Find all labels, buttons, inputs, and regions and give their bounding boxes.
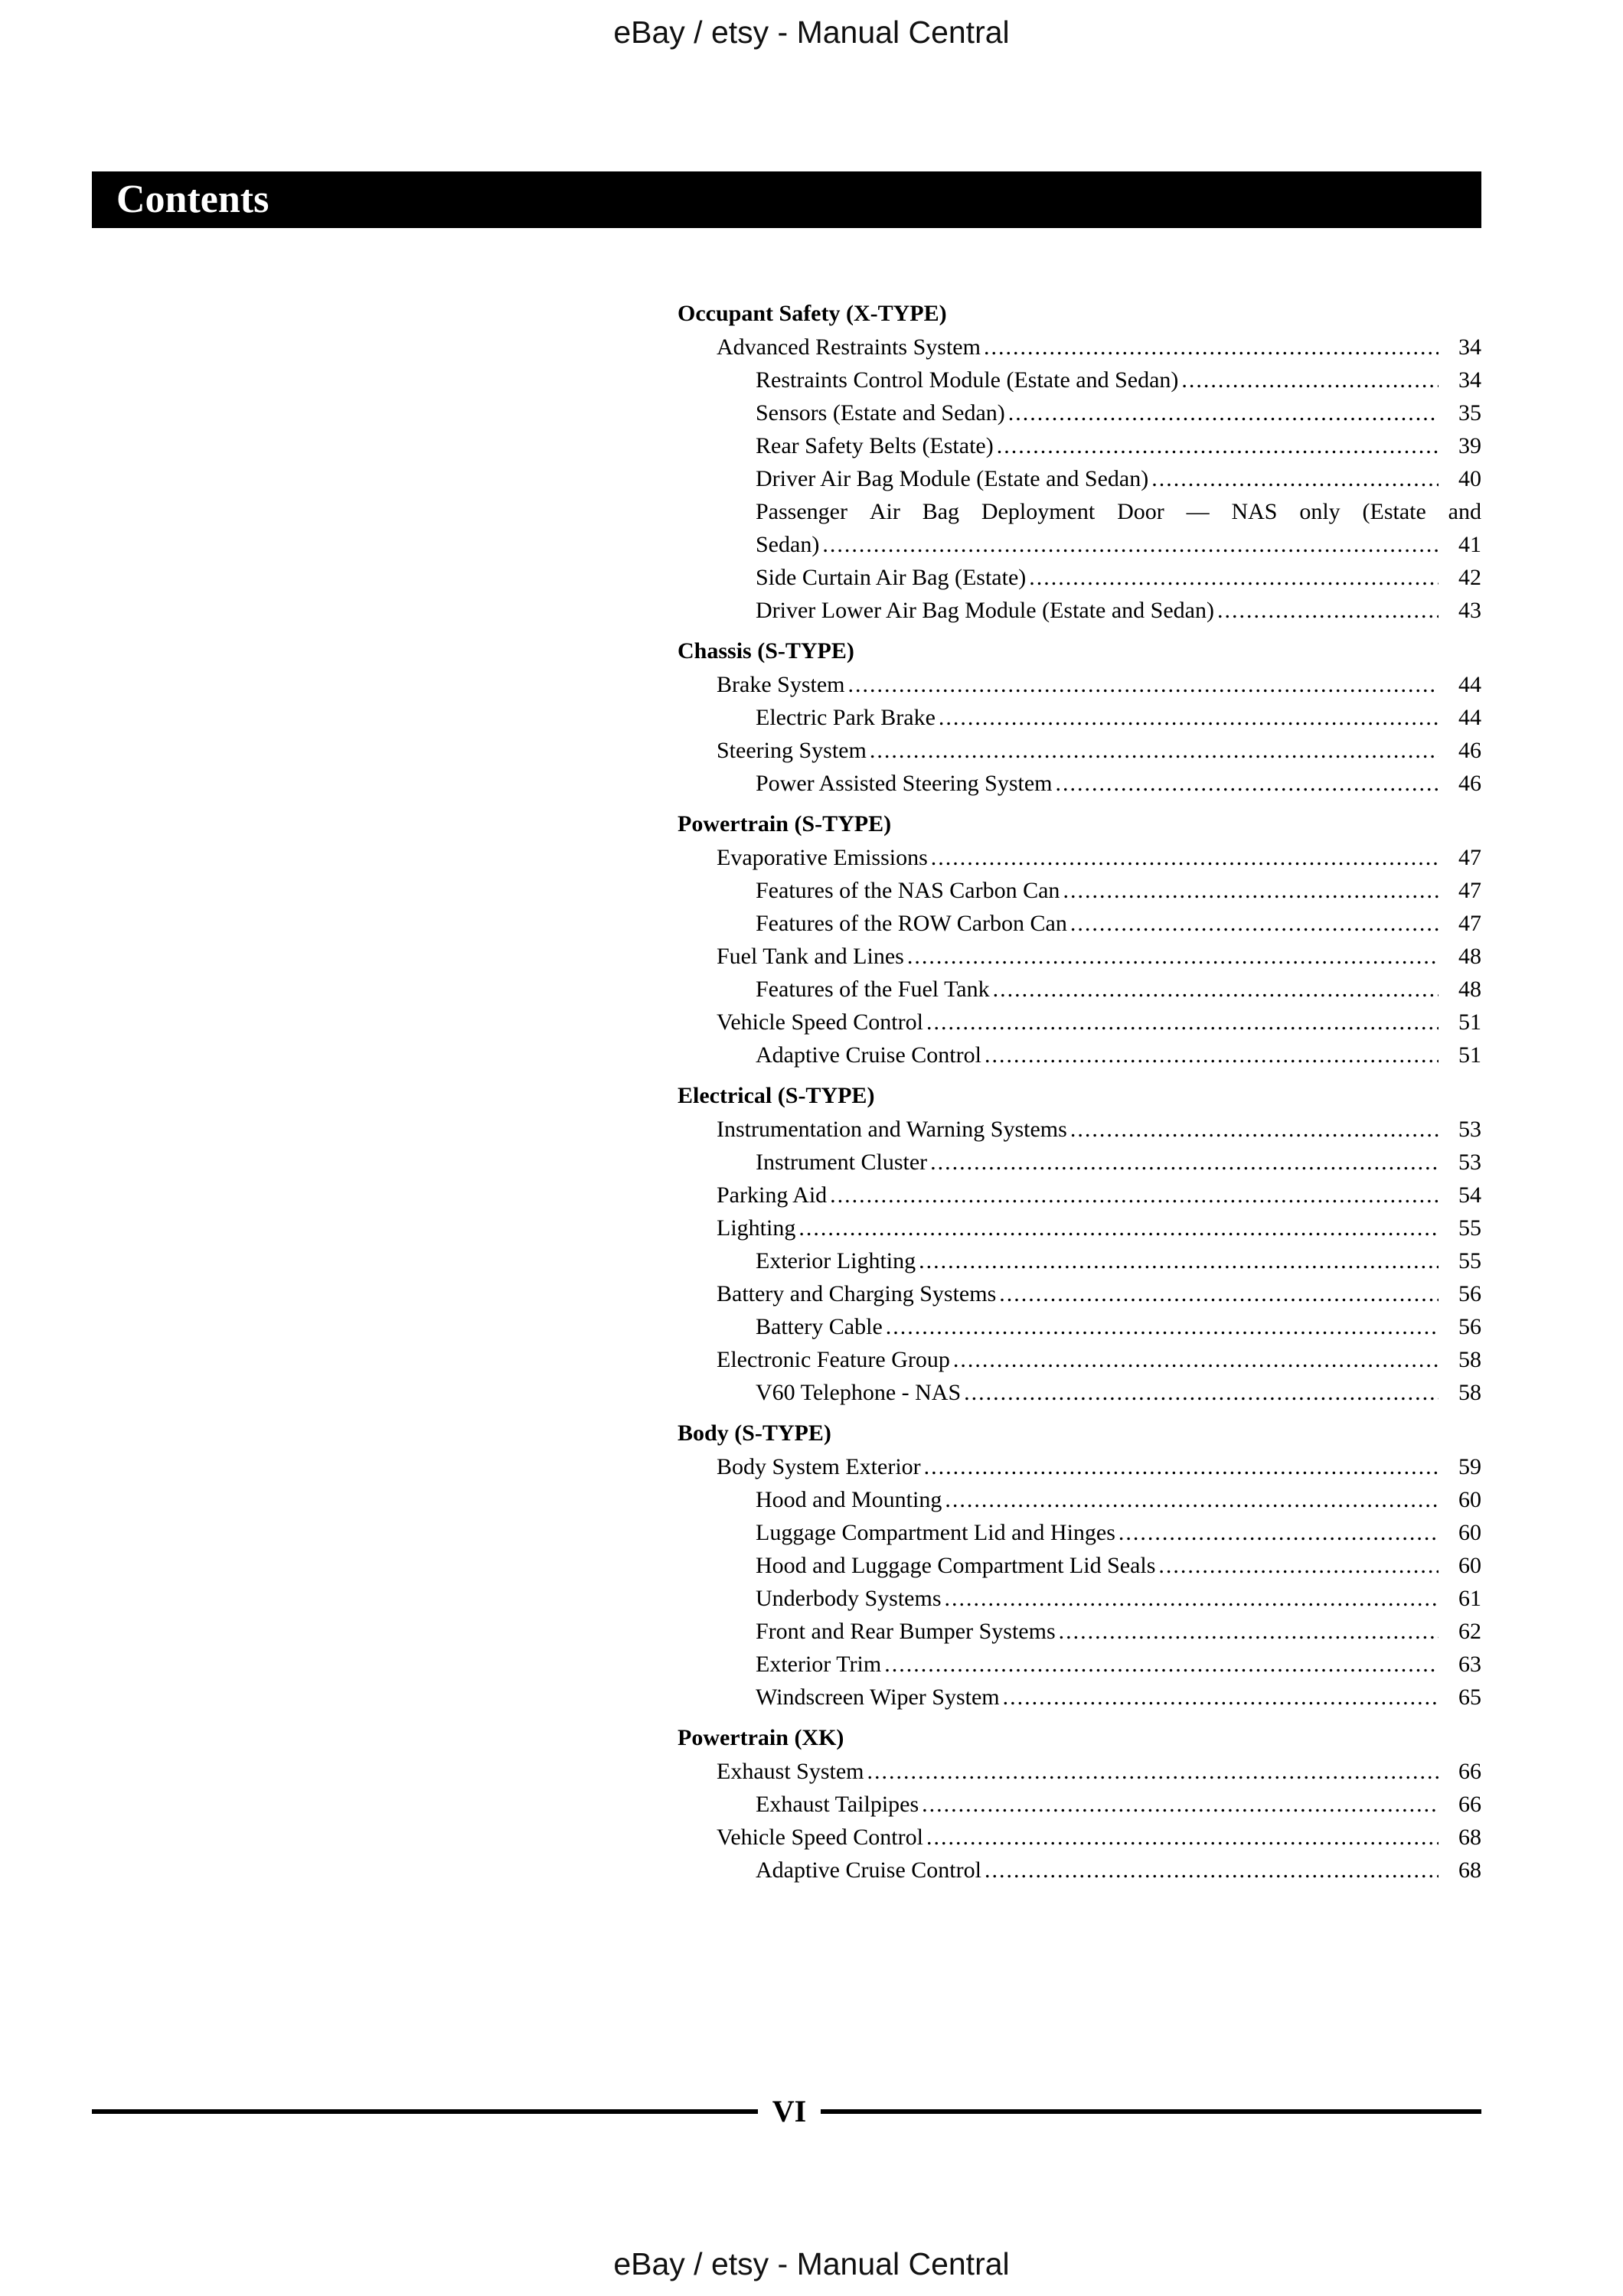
toc-section [678, 807, 1481, 1071]
toc-entry-label: Parking Aid [717, 1182, 828, 1208]
toc-entry[interactable] [678, 1212, 1481, 1244]
toc-entry[interactable] [678, 1516, 1481, 1549]
toc-entry-label: Advanced Restraints System [717, 334, 981, 360]
toc-entry-page: 66 [1458, 1759, 1481, 1784]
toc-entry[interactable] [678, 1854, 1481, 1887]
toc-entry-label: Driver Lower Air Bag Module (Estate and Sedan) [756, 598, 1214, 623]
toc-entry[interactable] [678, 331, 1481, 364]
toc-entry-label: Rear Safety Belts (Estate) [756, 433, 994, 458]
toc-entry-word: and [1448, 499, 1481, 524]
toc-entry[interactable] [678, 1039, 1481, 1071]
dot-leader [964, 1376, 1438, 1409]
toc-entry[interactable] [678, 841, 1481, 874]
toc-entry-page: 51 [1458, 1042, 1481, 1068]
toc-entry-page: 46 [1458, 738, 1481, 763]
toc-entry-page: 68 [1458, 1825, 1481, 1850]
toc-entry-label: Vehicle Speed Control [717, 1825, 923, 1850]
toc-entry-word: Deployment [981, 499, 1096, 524]
dot-leader [886, 1310, 1438, 1343]
toc-entry-label: Luggage Compartment Lid and Hinges [756, 1520, 1115, 1545]
toc-entry-page: 39 [1458, 433, 1481, 458]
toc-entry-word: NAS [1231, 499, 1278, 524]
toc-entry[interactable] [678, 1006, 1481, 1039]
toc-entry[interactable] [678, 495, 1481, 561]
toc-entry[interactable] [678, 1277, 1481, 1310]
section-title: Powertrain (XK) [678, 1725, 844, 1750]
dot-leader [1056, 767, 1439, 800]
toc-entry[interactable] [678, 1821, 1481, 1854]
dot-leader [984, 331, 1438, 364]
toc-entry-word: Passenger [756, 499, 847, 524]
toc-entry-label: Underbody Systems [756, 1586, 942, 1611]
dot-leader [993, 973, 1438, 1006]
dot-leader [985, 1039, 1438, 1071]
toc-entry[interactable] [678, 429, 1481, 462]
toc-entry-page: 66 [1458, 1792, 1481, 1817]
toc-entry-page: 59 [1458, 1454, 1481, 1479]
dot-leader [1003, 1681, 1438, 1714]
toc-entry-page: 60 [1458, 1553, 1481, 1578]
toc-entry-label: Exterior Lighting [756, 1248, 916, 1274]
toc-entry-label: Exhaust Tailpipes [756, 1792, 919, 1817]
toc-entry-page: 51 [1458, 1009, 1481, 1035]
toc-entry[interactable] [678, 1755, 1481, 1788]
toc-entry-page: 47 [1458, 878, 1481, 903]
toc-entry-label: Vehicle Speed Control [717, 1009, 923, 1035]
toc-entry-label: Battery and Charging Systems [717, 1281, 997, 1306]
toc-entry-label: Body System Exterior [717, 1454, 921, 1479]
dot-leader [985, 1854, 1438, 1887]
toc-entry[interactable] [678, 1549, 1481, 1582]
toc-entry[interactable] [678, 1483, 1481, 1516]
dot-leader [884, 1648, 1438, 1681]
toc-entry-page: 55 [1458, 1248, 1481, 1274]
toc-entry[interactable] [678, 1450, 1481, 1483]
toc-entry-page: 55 [1458, 1215, 1481, 1241]
toc-entry[interactable] [678, 1310, 1481, 1343]
section-title: Occupant Safety (X-TYPE) [678, 301, 947, 326]
toc-entry-label: Steering System [717, 738, 867, 763]
toc-entry[interactable] [678, 940, 1481, 973]
section-title: Electrical (S-TYPE) [678, 1083, 875, 1108]
toc-entry[interactable] [678, 907, 1481, 940]
toc-entry-label: Exterior Trim [756, 1652, 882, 1677]
toc-entry-word: Door [1117, 499, 1164, 524]
toc-entry-label: Electronic Feature Group [717, 1347, 950, 1372]
toc-entry-word: Bag [922, 499, 960, 524]
toc-entry[interactable] [678, 1244, 1481, 1277]
dot-leader [822, 528, 1438, 561]
toc-entry-page: 56 [1458, 1314, 1481, 1339]
toc-entry-label: Features of the NAS Carbon Can [756, 878, 1060, 903]
dot-leader [847, 668, 1438, 701]
toc-entry-label: Battery Cable [756, 1314, 883, 1339]
toc-entry-label: Electric Park Brake [756, 705, 936, 730]
dot-leader [1070, 907, 1438, 940]
toc-entry-page: 53 [1458, 1117, 1481, 1142]
dot-leader [997, 429, 1438, 462]
toc-entry[interactable] [678, 1582, 1481, 1615]
toc-entry-page: 43 [1458, 598, 1481, 623]
toc-entry-page: 44 [1458, 672, 1481, 697]
toc-section [678, 297, 1481, 627]
toc-entry-label: Instrument Cluster [756, 1150, 928, 1175]
title-bar [92, 171, 1481, 228]
toc-entry-word: Air [869, 499, 900, 524]
toc-entry-page: 47 [1458, 845, 1481, 870]
toc-entry-label: Side Curtain Air Bag (Estate) [756, 565, 1027, 590]
toc-entry[interactable] [678, 1648, 1481, 1681]
toc-entry-label: Sensors (Estate and Sedan) [756, 400, 1005, 426]
dot-leader [1217, 594, 1438, 627]
toc-entry[interactable] [678, 1146, 1481, 1179]
toc-entry-page: 61 [1458, 1586, 1481, 1611]
toc-entry[interactable] [678, 561, 1481, 594]
toc-entry[interactable] [678, 364, 1481, 396]
toc-entry-label: Brake System [717, 672, 845, 697]
toc-entry-label: Driver Air Bag Module (Estate and Sedan) [756, 466, 1149, 491]
toc-entry-page: 47 [1458, 911, 1481, 936]
toc-entry-page: 41 [1458, 532, 1481, 557]
toc-section [678, 1079, 1481, 1409]
toc-entry-line [678, 528, 1481, 561]
page-title: Contents [116, 178, 269, 221]
toc-entry-page: 65 [1458, 1684, 1481, 1710]
toc-entry-label: Adaptive Cruise Control [756, 1857, 981, 1883]
section-title: Body (S-TYPE) [678, 1420, 831, 1446]
watermark-top: eBay / etsy - Manual Central [613, 15, 1010, 50]
toc-entry-label: Hood and Mounting [756, 1487, 942, 1512]
toc-entry-page: 63 [1458, 1652, 1481, 1677]
dot-leader [922, 1788, 1438, 1821]
toc-entry-label: Power Assisted Steering System [756, 771, 1053, 796]
dot-leader [926, 1821, 1438, 1854]
toc-section [678, 634, 1481, 800]
dot-leader [867, 1755, 1439, 1788]
toc-entry-page: 46 [1458, 771, 1481, 796]
toc-entry-page: 68 [1458, 1857, 1481, 1883]
dot-leader [1158, 1549, 1438, 1582]
toc-entry[interactable] [678, 1615, 1481, 1648]
toc-entry-word: — [1186, 499, 1210, 524]
toc-entry-label: Fuel Tank and Lines [717, 944, 904, 969]
toc-entry[interactable] [678, 1376, 1481, 1409]
toc-entry-page: 48 [1458, 944, 1481, 969]
dot-leader [798, 1212, 1438, 1244]
toc-entry[interactable] [678, 767, 1481, 800]
section-title: Powertrain (S-TYPE) [678, 811, 892, 837]
toc-entry[interactable] [678, 594, 1481, 627]
watermark-bottom: eBay / etsy - Manual Central [613, 2246, 1010, 2281]
toc-entry[interactable] [678, 734, 1481, 767]
toc-entry-page: 35 [1458, 400, 1481, 426]
toc-entry-label: Features of the ROW Carbon Can [756, 911, 1067, 936]
toc-entry[interactable] [678, 668, 1481, 701]
dot-leader [931, 841, 1438, 874]
dot-leader [1008, 396, 1438, 429]
toc-entry-page: 34 [1458, 334, 1481, 360]
dot-leader [1118, 1516, 1438, 1549]
toc-entry-page: 56 [1458, 1281, 1481, 1306]
footer-rule-right [821, 2109, 1481, 2114]
toc-entry-page: 62 [1458, 1619, 1481, 1644]
toc-entry[interactable] [678, 1179, 1481, 1212]
toc-entry-label: Front and Rear Bumper Systems [756, 1619, 1056, 1644]
toc-entry-page: 60 [1458, 1520, 1481, 1545]
dot-leader [830, 1179, 1438, 1212]
toc-entry[interactable] [678, 1343, 1481, 1376]
toc-entry-label: V60 Telephone - NAS [756, 1380, 962, 1405]
toc-entry[interactable] [678, 1788, 1481, 1821]
dot-leader [953, 1343, 1438, 1376]
toc-entry-page: 40 [1458, 466, 1481, 491]
table-of-contents [678, 297, 1481, 1894]
dot-leader [1029, 561, 1438, 594]
toc-entry-page: 42 [1458, 565, 1481, 590]
dot-leader [926, 1006, 1438, 1039]
toc-entry[interactable] [678, 462, 1481, 495]
toc-entry-label: Sedan) [756, 532, 820, 557]
toc-entry-label: Restraints Control Module (Estate and Sedan) [756, 367, 1179, 393]
toc-entry-page: 54 [1458, 1182, 1481, 1208]
dot-leader [939, 701, 1438, 734]
toc-entry[interactable] [678, 701, 1481, 734]
toc-entry-page: 48 [1458, 977, 1481, 1002]
toc-entry[interactable] [678, 973, 1481, 1006]
toc-entry[interactable] [678, 396, 1481, 429]
toc-entry-label: Evaporative Emissions [717, 845, 928, 870]
toc-entry-word: only [1299, 499, 1341, 524]
toc-entry[interactable] [678, 1681, 1481, 1714]
dot-leader [919, 1244, 1438, 1277]
toc-entry-page: 53 [1458, 1150, 1481, 1175]
dot-leader [1181, 364, 1438, 396]
toc-entry[interactable] [678, 1113, 1481, 1146]
toc-entry-page: 58 [1458, 1380, 1481, 1405]
dot-leader [945, 1582, 1439, 1615]
toc-entry-line [678, 495, 1481, 528]
toc-entry-label: Exhaust System [717, 1759, 864, 1784]
dot-leader [1059, 1615, 1438, 1648]
toc-entry[interactable] [678, 874, 1481, 907]
footer-rule-left [92, 2109, 758, 2114]
toc-entry-label: Adaptive Cruise Control [756, 1042, 981, 1068]
dot-leader [999, 1277, 1438, 1310]
dot-leader [924, 1450, 1438, 1483]
dot-leader [945, 1483, 1438, 1516]
dot-leader [870, 734, 1438, 767]
toc-entry-label: Windscreen Wiper System [756, 1684, 1000, 1710]
toc-entry-page: 34 [1458, 367, 1481, 393]
dot-leader [907, 940, 1438, 973]
toc-entry-label: Lighting [717, 1215, 796, 1241]
toc-entry-page: 58 [1458, 1347, 1481, 1372]
section-title: Chassis (S-TYPE) [678, 638, 854, 664]
dot-leader [1070, 1113, 1438, 1146]
dot-leader [1063, 874, 1438, 907]
toc-entry-page: 60 [1458, 1487, 1481, 1512]
toc-section [678, 1721, 1481, 1887]
page-number: VI [772, 2094, 807, 2128]
dot-leader [1151, 462, 1438, 495]
toc-section [678, 1417, 1481, 1714]
toc-entry-label: Hood and Luggage Compartment Lid Seals [756, 1553, 1156, 1578]
toc-entry-label: Features of the Fuel Tank [756, 977, 990, 1002]
toc-entry-word: (Estate [1362, 499, 1426, 524]
dot-leader [930, 1146, 1438, 1179]
toc-entry-label: Instrumentation and Warning Systems [717, 1117, 1067, 1142]
toc-entry-page: 44 [1458, 705, 1481, 730]
